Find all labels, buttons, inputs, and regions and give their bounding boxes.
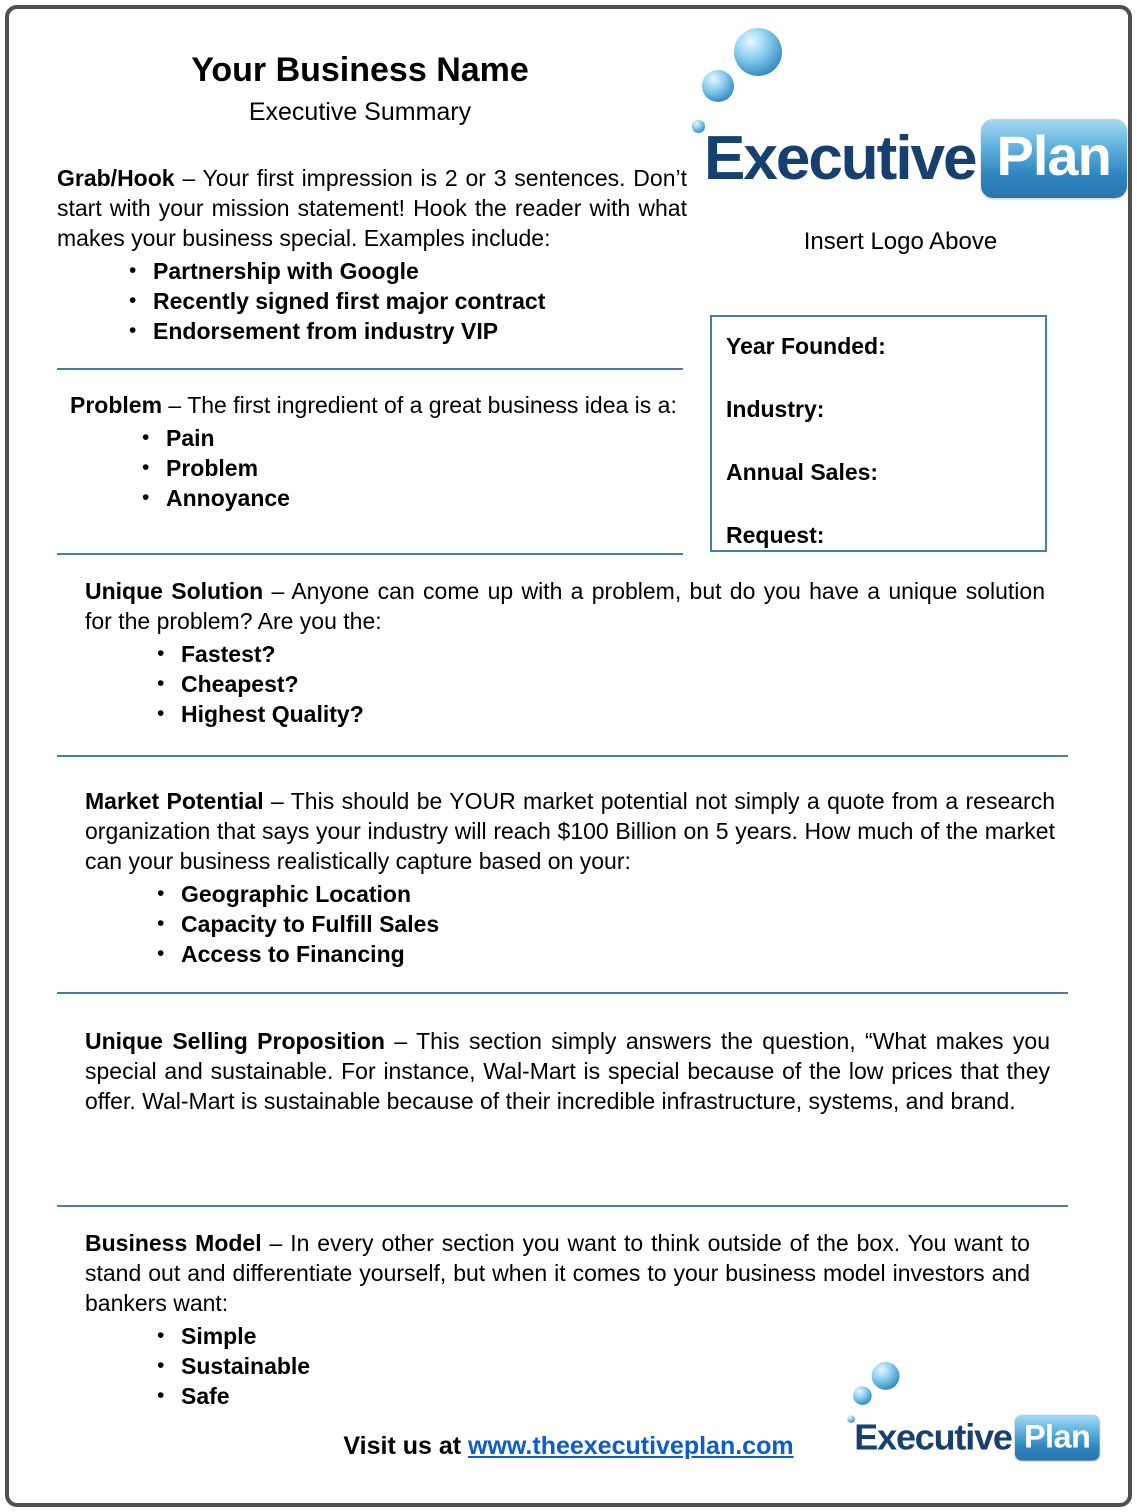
- bullet-item: • Capacity to Fulfill Sales: [157, 909, 1055, 939]
- bullet-item: • Pain: [142, 423, 682, 453]
- logo-word-plan: Plan: [981, 119, 1127, 198]
- bullet-item: • Highest Quality?: [157, 699, 1045, 729]
- section-unique-solution: [85, 576, 1045, 729]
- logo-bubble-large-icon: [872, 1362, 900, 1390]
- logo-bubble-medium-icon: [702, 70, 734, 102]
- grab-hook-heading: Grab/Hook: [57, 165, 175, 191]
- section-problem: [70, 390, 682, 513]
- bullet-item: • Geographic Location: [157, 879, 1055, 909]
- year-founded-label: Year Founded:: [726, 333, 886, 359]
- unique-solution-paragraph: [85, 576, 1045, 636]
- page-subtitle: Executive Summary: [248, 98, 472, 126]
- executiveplan-logo: [688, 28, 1118, 198]
- bullet-item: • Access to Financing: [157, 939, 1055, 969]
- business-model-body: – In every other section you want to think outside of the box. You want to stand out and differentiate yourself, but when it comes to your business model investors and bankers want:: [85, 1230, 1030, 1316]
- logo-word-executive: Executive: [704, 123, 976, 193]
- annual-sales-label: Annual Sales:: [726, 459, 879, 485]
- logo-bubble-large-icon: [734, 28, 782, 76]
- unique-solution-heading: Unique Solution: [85, 578, 264, 604]
- footer-prefix: Visit us at: [343, 1432, 469, 1460]
- footer: [0, 1432, 1137, 1461]
- website-link[interactable]: www.theexecutiveplan.com: [468, 1432, 794, 1460]
- bullet-item: • Partnership with Google: [129, 256, 687, 286]
- market-potential-body: – This should be YOUR market potential not simply a quote from a research organization that says your industry will reach $100 Billion on 5 years. How much of the market can your business realistically capture based on your:: [85, 788, 1056, 874]
- industry-label: Industry:: [726, 396, 825, 422]
- bullet-item: • Fastest?: [157, 639, 1045, 669]
- unique-solution-body: – Anyone can come up with a problem, but do you have a unique solution for the problem? Are you the:: [85, 578, 1045, 634]
- bullet-item: • Safe: [157, 1381, 1030, 1411]
- section-unique-selling-proposition: [85, 1026, 1050, 1116]
- logo-word-plan: Plan: [1015, 1415, 1100, 1461]
- bullet-item: • Endorsement from industry VIP: [129, 316, 687, 346]
- usp-heading: Unique Selling Proposition: [85, 1028, 385, 1054]
- bullet-item: • Recently signed first major contract: [129, 286, 687, 316]
- section-divider: [57, 368, 683, 370]
- page-title: Your Business Name: [191, 51, 529, 89]
- logo-bubble-medium-icon: [853, 1386, 872, 1405]
- market-potential-heading: Market Potential: [85, 788, 264, 814]
- problem-heading: Problem: [70, 392, 163, 418]
- header-title-block: [130, 50, 590, 128]
- problem-bullet-list: [70, 423, 682, 513]
- problem-body: – The first ingredient of a great business idea is a:: [162, 392, 677, 418]
- company-info-box: [710, 315, 1047, 552]
- section-divider: [57, 553, 683, 555]
- grab-hook-bullet-list: [57, 256, 687, 346]
- grab-hook-paragraph: [57, 163, 687, 253]
- business-model-heading: Business Model: [85, 1230, 262, 1256]
- insert-logo-caption: Insert Logo Above: [803, 228, 998, 255]
- business-model-paragraph: [85, 1228, 1030, 1318]
- logo-word-executive: Executive: [854, 1417, 1012, 1458]
- logo-wordmark: [704, 119, 1127, 198]
- section-divider: [57, 1205, 1068, 1207]
- bullet-item: • Simple: [157, 1321, 1030, 1351]
- section-grab-hook: [57, 163, 687, 346]
- section-divider: [57, 755, 1068, 757]
- request-label: Request:: [726, 522, 825, 548]
- bullet-item: • Cheapest?: [157, 669, 1045, 699]
- section-market-potential: [85, 786, 1055, 969]
- usp-body: – This section simply answers the question, “What makes you special and sustainable. For instance, Wal-Mart is special because of the low prices that they offer. Wal-Mart is sustainable because of their incredible infrastructure, systems, and brand.: [85, 1028, 1051, 1114]
- section-divider: [57, 992, 1068, 994]
- unique-solution-bullet-list: [85, 639, 1045, 729]
- bullet-item: • Problem: [142, 453, 682, 483]
- bullet-item: • Sustainable: [157, 1351, 1030, 1381]
- market-potential-bullet-list: [85, 879, 1055, 969]
- grab-hook-body: – Your first impression is 2 or 3 sentences. Don’t start with your mission statement! Hook the reader with what makes your business special. Examples include:: [57, 165, 687, 251]
- usp-paragraph: [85, 1026, 1050, 1116]
- bullet-item: • Annoyance: [142, 483, 682, 513]
- market-potential-paragraph: [85, 786, 1055, 876]
- problem-paragraph: [70, 390, 682, 420]
